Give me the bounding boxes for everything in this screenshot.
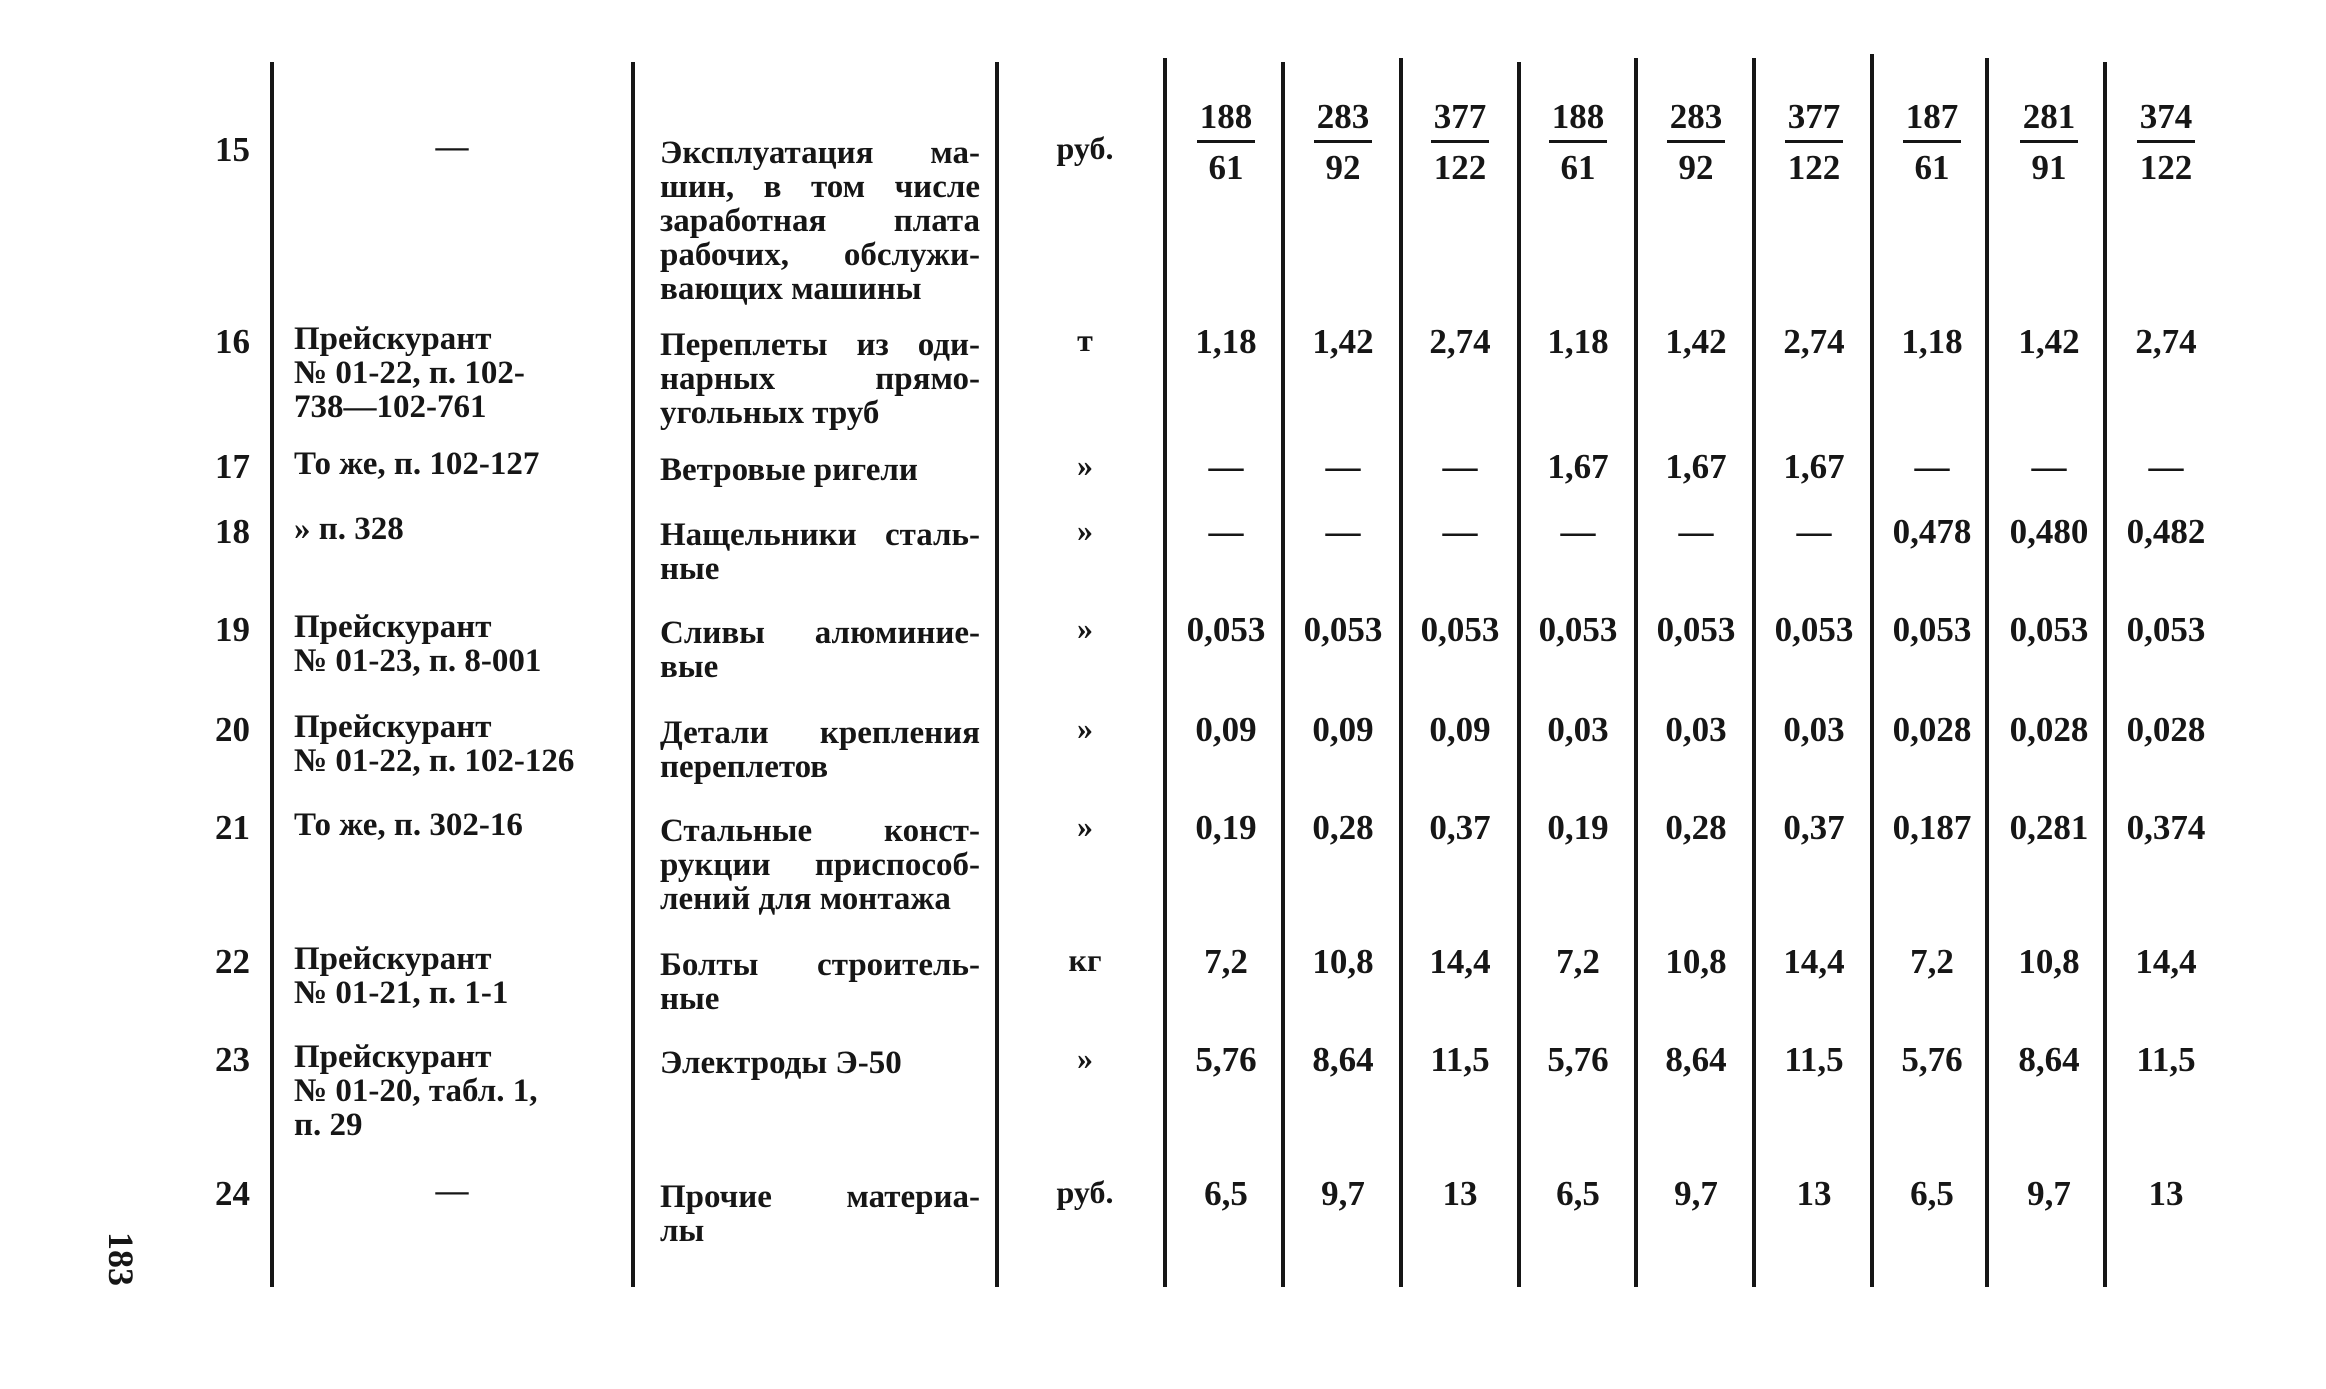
quantity-value: 9,7 (1674, 1174, 1718, 1213)
quantity-value: 1,18 (1195, 322, 1257, 361)
description-line: рукции приспособ- (660, 847, 980, 883)
quantity-value: 1,42 (1312, 322, 1374, 361)
item-description (660, 328, 980, 430)
quantity-value: 10,8 (2018, 942, 2080, 981)
fraction-numerator: 377 (1433, 97, 1487, 136)
description-line: угольных труб (660, 395, 880, 431)
quantity-value: 0,281 (2009, 808, 2089, 847)
description-line: вые (660, 649, 719, 685)
item-description (660, 518, 980, 586)
fraction-denominator: 91 (2031, 148, 2067, 187)
column-rule (995, 62, 999, 1287)
fraction-denominator: 122 (1787, 148, 1841, 187)
column-rule (1163, 58, 1167, 1287)
description-line: Стальные конст- (660, 813, 980, 849)
fraction-numerator: 281 (2022, 97, 2076, 136)
quantity-value: — (1442, 447, 1478, 486)
quantity-value: — (1208, 447, 1244, 486)
row-number: 24 (215, 1174, 250, 1213)
column-rule (1517, 62, 1521, 1287)
cost-fraction (1410, 94, 1510, 189)
description-line: Нащельники сталь- (660, 517, 980, 553)
fraction-numerator: 283 (1316, 97, 1370, 136)
quantity-value: 0,480 (2009, 512, 2089, 551)
column-rule (631, 62, 635, 1287)
source-reference: Прейскурант (294, 709, 492, 745)
source-reference: То же, п. 302-16 (294, 807, 523, 843)
description-line: ные (660, 981, 720, 1017)
quantity-value: 11,5 (1430, 1040, 1490, 1079)
description-line: Электроды Э-50 (660, 1045, 902, 1081)
column-rule (1399, 58, 1403, 1287)
fraction-denominator: 61 (1560, 148, 1596, 187)
quantity-value: 0,19 (1195, 808, 1257, 847)
quantity-value: — (1560, 512, 1596, 551)
source-reference: Прейскурант (294, 321, 492, 357)
description-line: вающих машины (660, 271, 922, 307)
quantity-value: — (1678, 512, 1714, 551)
quantity-value: 11,5 (1784, 1040, 1844, 1079)
quantity-value: — (1796, 512, 1832, 551)
item-description (660, 136, 980, 306)
quantity-value: 6,5 (1910, 1174, 1954, 1213)
fraction-numerator: 377 (1787, 97, 1841, 136)
cost-fraction (1293, 94, 1393, 189)
quantity-value: 11,5 (2136, 1040, 2196, 1079)
quantity-value: 7,2 (1556, 942, 1600, 981)
fraction-denominator: 61 (1914, 148, 1950, 187)
quantity-value: 5,76 (1547, 1040, 1609, 1079)
column-rule (270, 62, 274, 1287)
column-rule (1634, 58, 1638, 1287)
quantity-value: 0,053 (2126, 610, 2206, 649)
quantity-value: 0,053 (1656, 610, 1736, 649)
quantity-value: 0,053 (1538, 610, 1618, 649)
quantity-value: 9,7 (1321, 1174, 1365, 1213)
item-description (660, 948, 980, 1016)
quantity-value: 0,03 (1547, 710, 1609, 749)
quantity-value: — (1325, 512, 1361, 551)
quantity-value: 6,5 (1556, 1174, 1600, 1213)
quantity-value: 0,053 (1892, 610, 1972, 649)
quantity-value: 0,03 (1783, 710, 1845, 749)
unit-of-measure: т (1077, 322, 1093, 358)
cost-fraction (1528, 94, 1628, 189)
page-number: 183 (101, 1232, 141, 1286)
quantity-value: 1,67 (1547, 447, 1609, 486)
fraction-numerator: 374 (2139, 97, 2193, 136)
source-reference: п. 29 (294, 1107, 363, 1143)
row-number: 16 (215, 322, 250, 361)
description-line: Сливы алюминие- (660, 615, 980, 651)
unit-of-measure: » (1077, 808, 1093, 844)
source-reference: » п. 328 (294, 511, 404, 547)
unit-of-measure: » (1077, 710, 1093, 746)
item-description (660, 1046, 980, 1080)
quantity-value: 13 (1796, 1174, 1832, 1213)
quantity-value: 2,74 (1429, 322, 1491, 361)
cost-fraction (2116, 94, 2216, 189)
row-number: 23 (215, 1040, 250, 1079)
description-line: шин, в том числе (660, 169, 980, 205)
fraction-numerator: 188 (1199, 97, 1253, 136)
cost-fraction (1882, 94, 1982, 189)
description-line: ные (660, 551, 720, 587)
quantity-value: 0,37 (1783, 808, 1845, 847)
description-line: Эксплуатация ма- (660, 135, 980, 171)
row-number: 17 (215, 447, 250, 486)
row-number: 18 (215, 512, 250, 551)
quantity-value: 6,5 (1204, 1174, 1248, 1213)
source-reference: 738—102-761 (294, 389, 487, 425)
fraction-denominator: 122 (2139, 148, 2193, 187)
column-rule (1985, 58, 1989, 1287)
item-description (660, 716, 980, 784)
quantity-value: 14,4 (1783, 942, 1845, 981)
cost-fraction (1646, 94, 1746, 189)
quantity-value: 0,28 (1665, 808, 1727, 847)
quantity-value: 0,37 (1429, 808, 1491, 847)
quantity-value: — (1442, 512, 1478, 551)
quantity-value: 8,64 (2018, 1040, 2080, 1079)
source-reference: № 01-21, п. 1-1 (294, 975, 509, 1011)
description-line: Прочие материа- (660, 1179, 980, 1215)
description-line: заработная плата (660, 203, 980, 239)
quantity-value: — (1914, 447, 1950, 486)
fraction-numerator: 283 (1669, 97, 1723, 136)
quantity-value: 0,053 (1303, 610, 1383, 649)
unit-of-measure: » (1077, 610, 1093, 646)
description-line: Переплеты из оди- (660, 327, 980, 363)
description-line: Болты строитель- (660, 947, 980, 983)
quantity-value: 0,374 (2126, 808, 2206, 847)
description-line: лений для монтажа (660, 881, 951, 917)
quantity-value: 8,64 (1665, 1040, 1727, 1079)
item-description (660, 814, 980, 916)
quantity-value: 5,76 (1901, 1040, 1963, 1079)
quantity-value: 0,053 (1186, 610, 1266, 649)
quantity-value: 0,053 (1420, 610, 1500, 649)
item-description (660, 616, 980, 684)
row-number: 21 (215, 808, 250, 847)
quantity-value: 7,2 (1204, 942, 1248, 981)
unit-of-measure: » (1077, 447, 1093, 483)
quantity-value: 1,67 (1783, 447, 1845, 486)
quantity-value: 0,028 (2126, 710, 2206, 749)
quantity-value: 0,03 (1665, 710, 1727, 749)
row-number: 22 (215, 942, 250, 981)
fraction-numerator: 187 (1905, 97, 1959, 136)
source-reference: № 01-23, п. 8-001 (294, 643, 542, 679)
item-description (660, 1180, 980, 1248)
quantity-value: 0,028 (1892, 710, 1972, 749)
quantity-value: 10,8 (1312, 942, 1374, 981)
fraction-numerator: 188 (1551, 97, 1605, 136)
unit-of-measure: кг (1068, 942, 1102, 978)
description-line: Детали крепления (660, 715, 980, 751)
unit-of-measure: руб. (1056, 1174, 1114, 1210)
item-description (660, 453, 980, 487)
source-reference: — (435, 129, 469, 165)
quantity-value: 2,74 (2135, 322, 2197, 361)
quantity-value: — (2148, 447, 2184, 486)
quantity-value: 1,18 (1547, 322, 1609, 361)
quantity-value: 13 (2148, 1174, 2184, 1213)
cost-fraction (1176, 94, 1276, 189)
quantity-value: 1,42 (1665, 322, 1727, 361)
row-number: 19 (215, 610, 250, 649)
quantity-value: 0,053 (1774, 610, 1854, 649)
fraction-denominator: 122 (1433, 148, 1487, 187)
fraction-denominator: 92 (1325, 148, 1361, 187)
unit-of-measure: » (1077, 1040, 1093, 1076)
source-reference: — (435, 1173, 469, 1209)
quantity-value: 0,28 (1312, 808, 1374, 847)
quantity-value: — (1208, 512, 1244, 551)
quantity-value: 1,18 (1901, 322, 1963, 361)
quantity-value: 0,478 (1892, 512, 1972, 551)
quantity-value: 9,7 (2027, 1174, 2071, 1213)
description-line: переплетов (660, 749, 829, 785)
quantity-value: 8,64 (1312, 1040, 1374, 1079)
quantity-value: 14,4 (1429, 942, 1491, 981)
quantity-value: 0,482 (2126, 512, 2206, 551)
row-number: 20 (215, 710, 250, 749)
quantity-value: 0,028 (2009, 710, 2089, 749)
quantity-value: 0,19 (1547, 808, 1609, 847)
description-line: нарных прямо- (660, 361, 980, 397)
source-reference: Прейскурант (294, 941, 492, 977)
unit-of-measure: » (1077, 512, 1093, 548)
source-reference: № 01-22, п. 102- (294, 355, 525, 391)
quantity-value: — (2031, 447, 2067, 486)
description-line: рабочих, обслужи- (660, 237, 980, 273)
source-reference: Прейскурант (294, 609, 492, 645)
quantity-value: 14,4 (2135, 942, 2197, 981)
quantity-value: 7,2 (1910, 942, 1954, 981)
quantity-value: 0,09 (1429, 710, 1491, 749)
column-rule (1752, 58, 1756, 1287)
quantity-value: 1,42 (2018, 322, 2080, 361)
column-rule (2103, 62, 2107, 1287)
cost-fraction (1999, 94, 2099, 189)
quantity-value: 0,187 (1892, 808, 1972, 847)
fraction-denominator: 61 (1208, 148, 1244, 187)
description-line: лы (660, 1213, 705, 1249)
quantity-value: 0,053 (2009, 610, 2089, 649)
quantity-value: 1,67 (1665, 447, 1727, 486)
cost-fraction (1764, 94, 1864, 189)
quantity-value: 13 (1442, 1174, 1478, 1213)
fraction-denominator: 92 (1678, 148, 1714, 187)
quantity-value: 2,74 (1783, 322, 1845, 361)
column-rule (1870, 54, 1874, 1287)
quantity-value: 0,09 (1195, 710, 1257, 749)
row-number: 15 (215, 130, 250, 169)
unit-of-measure: руб. (1056, 130, 1114, 166)
source-reference: № 01-22, п. 102-126 (294, 743, 575, 779)
source-reference: Прейскурант (294, 1039, 492, 1075)
column-rule (1281, 62, 1285, 1287)
quantity-value: 10,8 (1665, 942, 1727, 981)
quantity-value: 5,76 (1195, 1040, 1257, 1079)
description-line: Ветровые ригели (660, 452, 918, 488)
quantity-value: 0,09 (1312, 710, 1374, 749)
source-reference: То же, п. 102-127 (294, 446, 540, 482)
quantity-value: — (1325, 447, 1361, 486)
source-reference: № 01-20, табл. 1, (294, 1073, 538, 1109)
